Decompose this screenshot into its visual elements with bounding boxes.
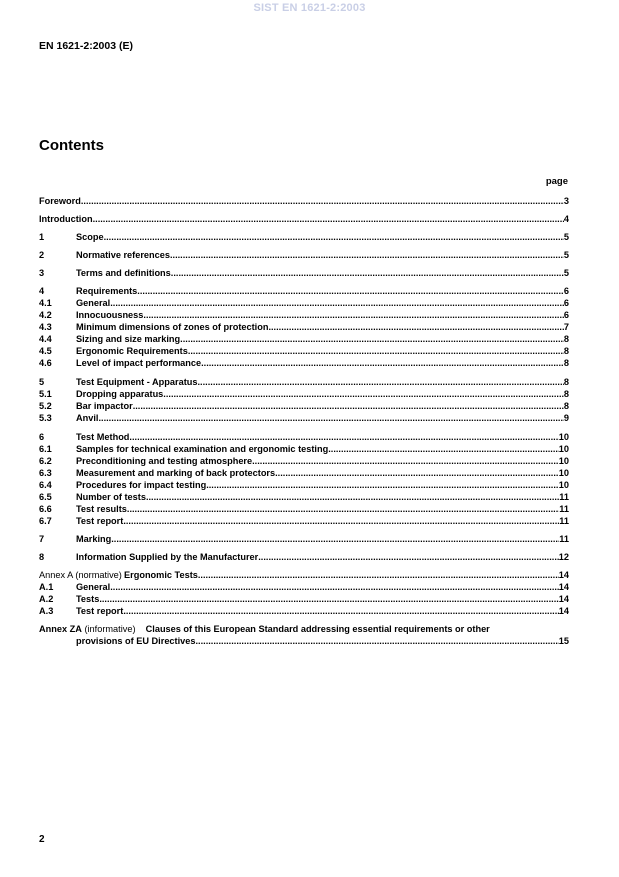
toc-entry-number: 4.6: [39, 358, 52, 368]
toc-entry-7[interactable]: [39, 533, 569, 545]
toc-entry-number: A.1: [39, 582, 54, 592]
toc-entry-page: 8: [563, 401, 569, 411]
annex-note: (informative): [84, 624, 136, 634]
toc-entry-6-4[interactable]: [39, 479, 569, 491]
toc-entry-title: Innocuousness: [76, 310, 144, 320]
leader-dots: [111, 533, 559, 545]
toc-entry-2[interactable]: [39, 249, 569, 261]
leader-dots: [137, 285, 564, 297]
toc-entry-3[interactable]: [39, 267, 569, 279]
toc-entry-title: Requirements: [76, 286, 138, 296]
page-column-label: page: [545, 176, 568, 187]
page-title: Contents: [39, 137, 104, 154]
toc-entry-6-7[interactable]: [39, 515, 569, 527]
leader-dots: [275, 467, 559, 479]
leader-dots: [198, 569, 559, 581]
toc-entry-page: 10: [558, 480, 569, 490]
leader-dots: [180, 333, 564, 345]
toc-entry-6-3[interactable]: [39, 467, 569, 479]
leader-dots: [98, 412, 563, 424]
toc-entry-number: 6.6: [39, 504, 52, 514]
toc-entry-title: Ergonomic Tests: [124, 570, 198, 580]
leader-dots: [110, 581, 559, 593]
toc-entry-4[interactable]: [39, 285, 569, 297]
toc-entry-title: Scope: [76, 232, 104, 242]
toc-entry-page: 14: [558, 570, 569, 580]
toc-entry-page: 6: [563, 286, 569, 296]
toc-entry-number: 6.1: [39, 444, 52, 454]
toc-entry-page: 11: [559, 534, 569, 544]
watermark: SIST EN 1621-2:2003: [253, 2, 366, 14]
toc-entry-5-3[interactable]: [39, 412, 569, 424]
toc-entry-page: 8: [563, 346, 569, 356]
toc-entry-5[interactable]: [39, 376, 569, 388]
toc-entry-page: 8: [563, 377, 569, 387]
toc-entry-6[interactable]: [39, 431, 569, 443]
toc-entry-title: Normative references: [76, 250, 170, 260]
toc-entry-a-3[interactable]: [39, 605, 569, 617]
leader-dots: [81, 195, 564, 207]
toc-entry-title: Preconditioning and testing atmosphere: [76, 456, 253, 466]
leader-dots: [268, 321, 563, 333]
toc-entry-number: 5.3: [39, 413, 52, 423]
toc-entry-4-3[interactable]: [39, 321, 569, 333]
toc-entry-page: 11: [559, 516, 569, 526]
toc-entry-6-5[interactable]: [39, 491, 569, 503]
leader-dots: [99, 593, 558, 605]
toc-entry-title: Test report: [76, 516, 124, 526]
toc-entry-title: Number of tests: [76, 492, 146, 502]
toc-entry-5-1[interactable]: [39, 388, 569, 400]
toc-entry-number: 6: [39, 432, 45, 442]
toc-entry-a-1[interactable]: [39, 581, 569, 593]
leader-dots: [127, 503, 559, 515]
toc-entry-number: 5.2: [39, 401, 52, 411]
toc-entry-page: 4: [563, 214, 569, 224]
toc-entry-page: 10: [558, 432, 569, 442]
toc-entry-number: A.2: [39, 594, 54, 604]
toc-entry-page: 6: [563, 310, 569, 320]
toc-entry-title: Test results: [76, 504, 127, 514]
toc-entry-number: 4.4: [39, 334, 52, 344]
toc-entry-number: 1: [39, 232, 45, 242]
toc-entry-page: 15: [558, 636, 569, 646]
leader-dots: [188, 345, 564, 357]
leader-dots: [198, 376, 564, 388]
toc-entry-4-4[interactable]: [39, 333, 569, 345]
toc-entry-number: 6.5: [39, 492, 52, 502]
toc-entry-page: 10: [558, 468, 569, 478]
leader-dots: [143, 309, 563, 321]
toc-entry-title: Minimum dimensions of zones of protection: [76, 322, 269, 332]
toc-entry-title: Anvil: [76, 413, 99, 423]
toc-entry-page: 10: [558, 456, 569, 466]
toc-entry-title: Bar impactor: [76, 401, 133, 411]
toc-entry-number: 6.4: [39, 480, 52, 490]
toc-entry-foreword[interactable]: [39, 195, 569, 207]
toc-entry-page: 8: [563, 358, 569, 368]
toc-entry-annex-za-line1[interactable]: [39, 623, 569, 635]
toc-entry-title: Level of impact performance: [76, 358, 202, 368]
toc-entry-page: 5: [563, 232, 569, 242]
toc-entry-annex-a[interactable]: [39, 569, 569, 581]
leader-dots: [258, 551, 559, 563]
toc-entry-number: 8: [39, 552, 45, 562]
annex-label: Annex ZA: [39, 624, 82, 634]
toc-entry-page: 14: [558, 606, 569, 616]
annex-label: Annex A: [39, 570, 74, 580]
toc-entry-page: 9: [563, 413, 569, 423]
toc-entry-page: 11: [559, 504, 569, 514]
toc-entry-number: 4: [39, 286, 45, 296]
toc-entry-6-1[interactable]: [39, 443, 569, 455]
annex-note: (normative): [75, 570, 122, 580]
toc-entry-page: 14: [558, 594, 569, 604]
toc-entry-title: Measurement and marking of back protectors: [76, 468, 276, 478]
toc-entry-number: 6.3: [39, 468, 52, 478]
toc-entry-page: 10: [558, 444, 569, 454]
toc-entry-title: Clauses of this European Standard addressing essential requirements or other: [145, 624, 490, 634]
leader-dots: [195, 635, 558, 647]
toc-entry-number: 2: [39, 250, 45, 260]
toc-entry-title: Dropping apparatus: [76, 389, 164, 399]
leader-dots: [93, 213, 564, 225]
toc-entry-title: Test report: [76, 606, 124, 616]
toc-entry-number: 5.1: [39, 389, 52, 399]
toc-entry-6-2[interactable]: [39, 455, 569, 467]
toc-entry-number: 4.3: [39, 322, 52, 332]
toc-entry-title: Introduction: [39, 214, 93, 224]
toc-entry-introduction[interactable]: [39, 213, 569, 225]
toc-entry-number: 7: [39, 534, 45, 544]
toc-entry-title: Tests: [76, 594, 100, 604]
toc-entry-annex-za-line2[interactable]: [39, 635, 569, 647]
toc-entry-4-5[interactable]: [39, 345, 569, 357]
toc-entry-page: 3: [563, 196, 569, 206]
toc-entry-4-6[interactable]: [39, 357, 569, 369]
toc-entry-number: 4.2: [39, 310, 52, 320]
toc-entry-title: Marking: [76, 534, 112, 544]
toc-entry-number: 3: [39, 268, 45, 278]
toc-entry-title: Test Method: [76, 432, 130, 442]
toc-entry-page: 5: [563, 250, 569, 260]
leader-dots: [129, 431, 558, 443]
toc-entry-title: Samples for technical examination and ergonomic testing: [76, 444, 329, 454]
toc-entry-title: Test Equipment - Apparatus: [76, 377, 198, 387]
toc-entry-title: General: [76, 582, 111, 592]
toc-entry-page: 6: [563, 298, 569, 308]
toc-entry-title: General: [76, 298, 111, 308]
leader-dots: [206, 479, 559, 491]
leader-dots: [146, 491, 559, 503]
toc-entry-a-2[interactable]: [39, 593, 569, 605]
leader-dots: [110, 297, 564, 309]
toc-entry-number: 4.5: [39, 346, 52, 356]
toc-entry-number: 5: [39, 377, 45, 387]
toc-entry-title: Sizing and size marking: [76, 334, 181, 344]
leader-dots: [163, 388, 564, 400]
toc-entry-4-1[interactable]: [39, 297, 569, 309]
toc-entry-title: Foreword: [39, 196, 81, 206]
toc-entry-title-continued: provisions of EU Directives: [76, 636, 196, 646]
leader-dots: [252, 455, 559, 467]
leader-dots: [170, 249, 564, 261]
toc-entry-number: 4.1: [39, 298, 52, 308]
toc-entry-page: 12: [558, 552, 569, 562]
footer-page-number: 2: [39, 834, 45, 845]
leader-dots: [171, 267, 564, 279]
toc-entry-page: 5: [563, 268, 569, 278]
leader-dots: [328, 443, 559, 455]
toc-entry-page: 11: [559, 492, 569, 502]
leader-dots: [133, 400, 564, 412]
toc-entry-number: 6.7: [39, 516, 52, 526]
toc-entry-title: Ergonomic Requirements: [76, 346, 188, 356]
toc-entry-page: 14: [558, 582, 569, 592]
toc-entry-page: 8: [563, 389, 569, 399]
toc-entry-1[interactable]: [39, 231, 569, 243]
leader-dots: [123, 515, 559, 527]
toc-entry-title: Information Supplied by the Manufacturer: [76, 552, 259, 562]
document-id: EN 1621-2:2003 (E): [39, 40, 133, 52]
leader-dots: [104, 231, 564, 243]
toc-entry-title: Terms and definitions: [76, 268, 171, 278]
toc-entry-number: A.3: [39, 606, 54, 616]
toc-entry-6-6[interactable]: [39, 503, 569, 515]
toc-entry-4-2[interactable]: [39, 309, 569, 321]
toc-entry-page: 7: [563, 322, 569, 332]
leader-dots: [123, 605, 558, 617]
leader-dots: [201, 357, 564, 369]
toc-entry-8[interactable]: [39, 551, 569, 563]
toc-entry-5-2[interactable]: [39, 400, 569, 412]
toc-entry-page: 8: [563, 334, 569, 344]
toc-entry-title: Procedures for impact testing: [76, 480, 207, 490]
toc-entry-number: 6.2: [39, 456, 52, 466]
